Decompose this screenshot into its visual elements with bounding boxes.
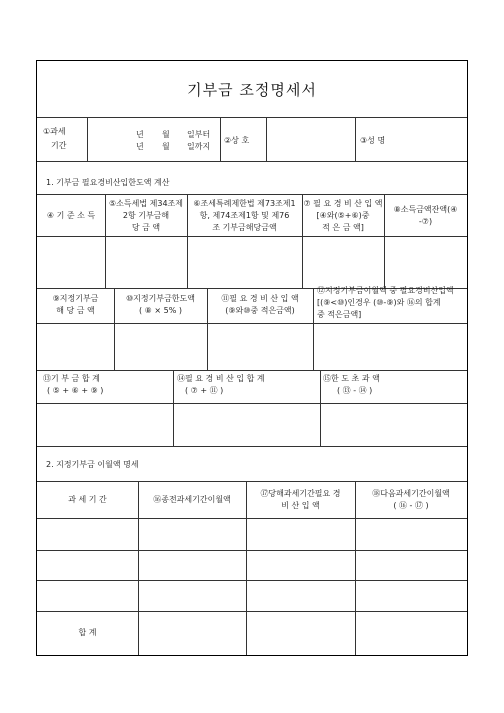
total-current-inclusion[interactable]	[247, 612, 354, 654]
col-special-tax-donation: ⑥조세특례제한법 제73조제1	[193, 199, 296, 208]
col-donation-total: ⑬기 부 금 합 계	[43, 374, 100, 383]
table-row[interactable]	[38, 551, 137, 579]
table-cell[interactable]	[139, 519, 245, 549]
col-designated-donation: ⑨지정기부금	[52, 294, 99, 303]
base-income-input[interactable]	[38, 237, 104, 287]
company-field[interactable]	[267, 118, 354, 160]
designated-limit-input[interactable]	[115, 324, 206, 369]
designated-expense-input[interactable]	[208, 324, 312, 369]
col-prior-carryover: ⑯종전과세기간이월액	[153, 495, 231, 504]
section1-heading: 1. 기부금 필요경비산입한도액 계산	[46, 178, 170, 187]
expense-inclusion-input[interactable]	[303, 237, 383, 287]
table-cell[interactable]	[247, 551, 354, 579]
remaining-income-input[interactable]	[385, 237, 466, 287]
col-remaining-income: ⑧소득금액잔액(④	[393, 205, 458, 214]
from-year: 년	[136, 130, 144, 139]
col-designated-expense: ⑪필 요 경 비 산 입 액	[221, 294, 299, 303]
to-month: 월	[162, 142, 170, 151]
col-income-tax-donation: ⑤소득세법 제34조제	[109, 199, 183, 208]
special-tax-donation-input[interactable]	[188, 237, 301, 287]
col-tax-period: 과 세 기 간	[68, 495, 107, 504]
designated-donation-input[interactable]	[38, 324, 113, 369]
total-prior-carryover[interactable]	[139, 612, 245, 654]
carryover-inclusion-input[interactable]	[314, 324, 466, 369]
limit-excess-input[interactable]	[321, 404, 466, 445]
table-cell[interactable]	[356, 551, 466, 579]
company-label: ②상 호	[224, 136, 250, 145]
from-month: 월	[162, 130, 170, 139]
income-tax-donation-input[interactable]	[106, 237, 186, 287]
table-cell[interactable]	[356, 581, 466, 610]
form-page: 기부금 조정명세서 ①과세 기간 년 월 일부터 년 월 일까지 ②상 호 ③성 명 1. 기부금 필요경비산입한도액 계산 ④ 기 준 소 득 ⑤소득세법 제34조제 2항 기부금해 당 금 액 ⑥조세특례제한법 제73조제1 항, 제74조제1항 및 제76 조 기부금해당금액 ⑦ 필 요 경 비 산 입 액 [④와(⑤+⑥)중 적 은 금 액] ⑧소득금액잔액(④ -⑦) ⑨지정기부금 해 당 금 액 ⑩지정기부금한도액 ( ⑧ × 5% ) ⑪필 요 경 비 산 입 액 (⑨와⑩중 적은금액) ⑫지정기부금이월액 중 필요경비산입액 [(⑨<⑩)인경우 (⑩-⑨)와 ⑯의 합계 중 적은금액] ⑬기 부 금 합 계 ( ⑤ + ⑥ + ⑨ ) ⑭필 요 경 비 산 입 합 계 ( ⑦ + ⑪ ) ⑮한 도 초 과 액 ( ⑬ - ⑭ ) 2. 지정기부금 이월액 명세 과 세 기 간 ⑯종전과세기간이월액 ⑰당해과세기간필요 경 비 산 입 액 ⑱다음과세기간이월액 ( ⑯ - ⑰ ) 합 계	[36, 60, 468, 656]
table-cell[interactable]	[356, 519, 466, 549]
header-bottom-border	[37, 161, 467, 162]
to-year: 년	[136, 142, 144, 151]
donation-total-input[interactable]	[38, 404, 172, 445]
from-day: 일부터	[187, 130, 211, 139]
table-cell[interactable]	[247, 581, 354, 610]
name-field[interactable]	[399, 118, 466, 160]
col-designated-limit: ⑩지정기부금한도액	[126, 294, 195, 303]
col-next-carryover: ⑱다음과세기간이월액	[372, 489, 450, 498]
col-limit-excess: ⑮한 도 초 과 액	[323, 374, 380, 383]
col-expense-inclusion: ⑦ 필 요 경 비 산 입 액	[303, 199, 383, 208]
total-next-carryover[interactable]	[356, 612, 466, 654]
form-title: 기부금 조정명세서	[187, 81, 317, 99]
table-cell[interactable]	[139, 581, 245, 610]
col-expense-total: ⑭필 요 경 비 산 입 합 계	[177, 374, 265, 383]
col-carryover-inclusion: ⑫지정기부금이월액 중 필요경비산입액	[317, 286, 454, 295]
period-label: ①과세	[43, 127, 66, 136]
col-current-inclusion: ⑰당해과세기간필요 경	[260, 489, 341, 498]
col-base-income: ④ 기 준 소 득	[46, 211, 96, 220]
to-day: 일까지	[187, 142, 211, 151]
table-cell[interactable]	[139, 551, 245, 579]
total-row-label: 합 계	[78, 628, 97, 637]
table-row[interactable]	[38, 581, 137, 610]
section2-heading: 2. 지정기부금 이월액 명세	[46, 460, 139, 469]
table-cell[interactable]	[247, 519, 354, 549]
expense-total-input[interactable]	[174, 404, 319, 445]
period-label-2: 기간	[51, 141, 67, 150]
table-row[interactable]	[38, 519, 137, 549]
name-label: ③성 명	[360, 136, 386, 145]
